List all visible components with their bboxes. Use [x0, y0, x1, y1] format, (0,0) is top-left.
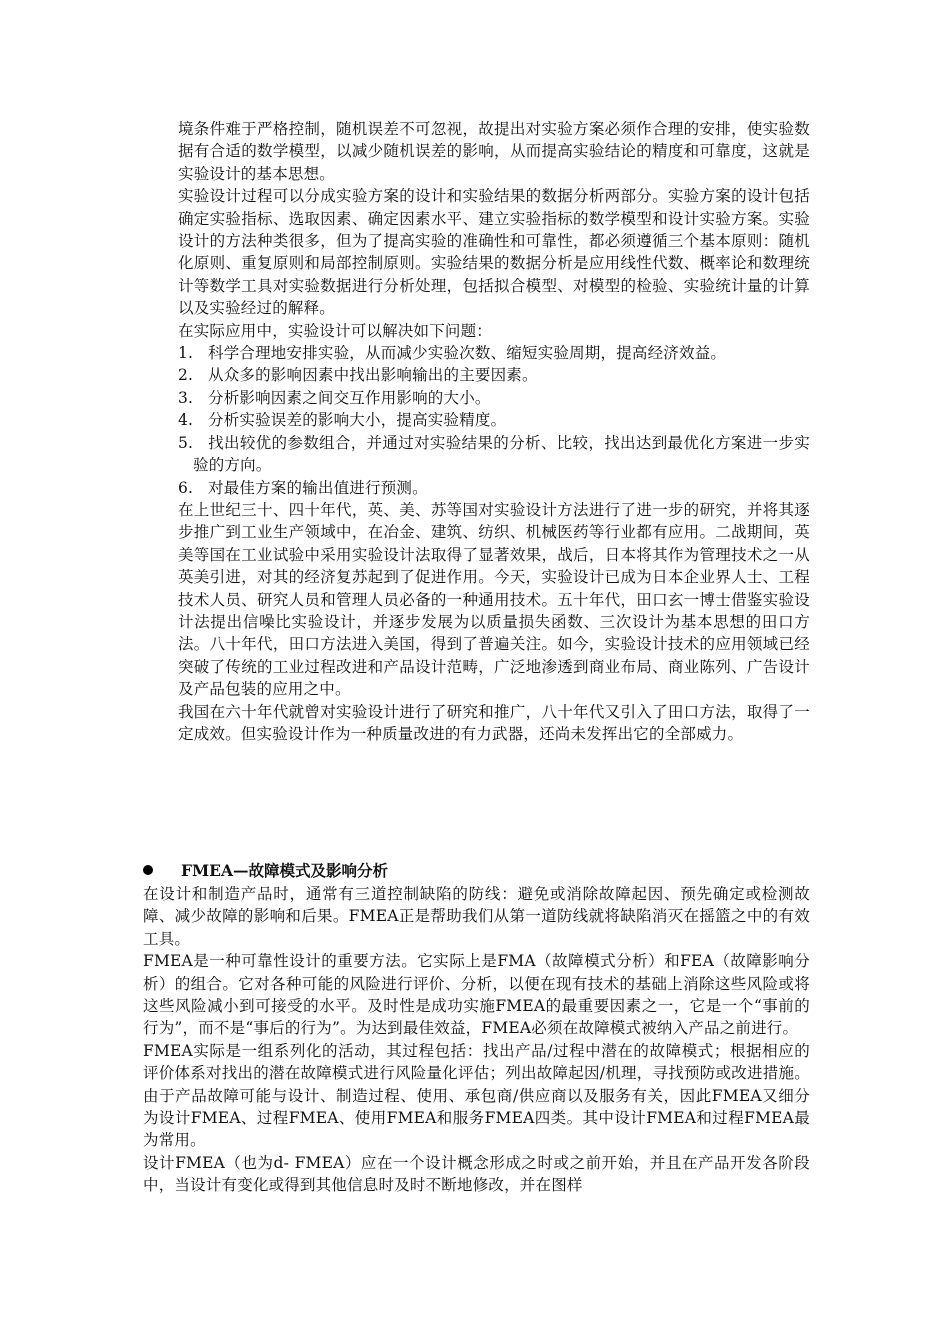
- fmea-section: [143, 860, 810, 1197]
- section-heading-text: FMEA—故障模式及影响分析: [181, 861, 389, 880]
- paragraph: 在实际应用中，实验设计可以解决如下问题：: [178, 321, 493, 340]
- list-item: [178, 342, 810, 364]
- paragraph: 我国在六十年代就曾对实验设计进行了研究和推广，八十年代又引入了田口方法，取得了一定成效。但实验设计作为一种质量改进的有力武器，还尚未发挥出它的全部威力。: [178, 702, 810, 743]
- list-text: 科学合理地安排实验，从而减少实验次数、缩短实验周期，提高经济效益。: [208, 344, 727, 363]
- list-number: 4.: [178, 411, 194, 430]
- paragraph: FMEA实际是一组系列化的活动，其过程包括：找出产品/过程中潜在的故障模式；根据相应的评价体系对找出的潜在故障模式进行风险量化评估；列出故障起因/机理，寻找预防或改进措施。由于产品故障可能与设计、制造过程、使用、承包商/供应商以及服务有关，因此FMEA又细分为设计FMEA、过程FMEA、使用FMEA和服务FMEA四类。其中设计FMEA和过程FMEA最为常用。: [143, 1041, 810, 1150]
- paragraph: 设计FMEA（也为d- FMEA）应在一个设计概念形成之时或之前开始，并且在产品开发各阶段中，当设计有变化或得到其他信息时及时不断地修改，并在图样: [143, 1153, 810, 1195]
- list-item: [178, 387, 810, 409]
- list-item: [178, 409, 810, 431]
- section-heading: [143, 860, 810, 882]
- list-text: 从众多的影响因素中找出影响输出的主要因素。: [208, 366, 538, 385]
- paragraph: 在设计和制造产品时，通常有三道控制缺陷的防线：避免或消除故障起因、预先确定或检测故障、减少故障的影响和后果。FMEA正是帮助我们从第一道防线就将缺陷消灭在摇篮之中的有效工具。: [143, 885, 810, 948]
- list-number: 3.: [178, 388, 194, 407]
- list-item: [178, 364, 810, 386]
- list-number: 2.: [178, 366, 194, 385]
- paragraph: 境条件难于严格控制，随机误差不可忽视，故提出对实验方案必须作合理的安排，使实验数据有合适的数学模型，以减少随机误差的影响，从而提高实验结论的精度和可靠度，这就是实验设计的基本思想。: [178, 120, 810, 183]
- paragraph: FMEA是一种可靠性设计的重要方法。它实际上是FMA（故障模式分析）和FEA（故障影响分析）的组合。它对各种可能的风险进行评价、分析，以便在现有技术的基础上消除这些风险或将这些风险减小到可接受的水平。及时性是成功实施FMEA的最重要因素之一，它是一个“事前的行为”，而不是“事后的行为”。为达到最佳效益，FMEA必须在故障模式被纳入产品之前进行。: [143, 952, 810, 1038]
- list-item: [178, 477, 810, 499]
- bullet-icon: [143, 865, 153, 875]
- list-text: 分析实验误差的影响大小，提高实验精度。: [208, 411, 507, 430]
- list-item: [178, 432, 810, 477]
- paragraph: 在上世纪三十、四十年代，英、美、苏等国对实验设计方法进行了进一步的研究，并将其逐步推广到工业生产领域中，在冶金、建筑、纺织、机械医药等行业都有应用。二战期间，英美等国在工业试验中采用实验设计法取得了显著效果，战后，日本将其作为管理技术之一从英美引进，对其的经济复苏起到了促进作用。今天，实验设计已成为日本企业界人士、工程技术人员、研究人员和管理人员必备的一种通用技术。五十年代，田口玄一博士借鉴实验设计法提出信噪比实验设计，并逐步发展为以质量损失函数、三次设计为基本思想的田口方法。八十年代，田口方法进入美国，得到了普遍关注。如今，实验设计技术的应用领域已经突破了传统的工业过程改进和产品设计范畴，广泛地渗透到商业布局、商业陈列、广告设计及产品包装的应用之中。: [178, 500, 810, 699]
- list-number: 5.: [178, 433, 194, 452]
- list-text: 找出较优的参数组合，并通过对实验结果的分析、比较，找出达到最优化方案进一步实验的方向。: [193, 433, 810, 475]
- list-number: 6.: [178, 478, 194, 497]
- list-text: 分析影响因素之间交互作用影响的大小。: [208, 388, 491, 407]
- list-number: 1.: [178, 344, 194, 363]
- paragraph: 实验设计过程可以分成实验方案的设计和实验结果的数据分析两部分。实验方案的设计包括确定实验指标、选取因素、确定因素水平、建立实验指标的数学模型和设计实验方案。实验设计的方法种类很多，但为了提高实验的准确性和可靠性，都必须遵循三个基本原则：随机化原则、重复原则和局部控制原则。实验结果的数据分析是应用线性代数、概率论和数理统计等数学工具对实验数据进行分析处理，包括拟合模型、对模型的检验、实验统计量的计算以及实验经过的解释。: [178, 187, 810, 318]
- experiment-design-section: [178, 118, 810, 745]
- numbered-list: [178, 342, 810, 499]
- list-text: 对最佳方案的输出值进行预测。: [208, 478, 428, 497]
